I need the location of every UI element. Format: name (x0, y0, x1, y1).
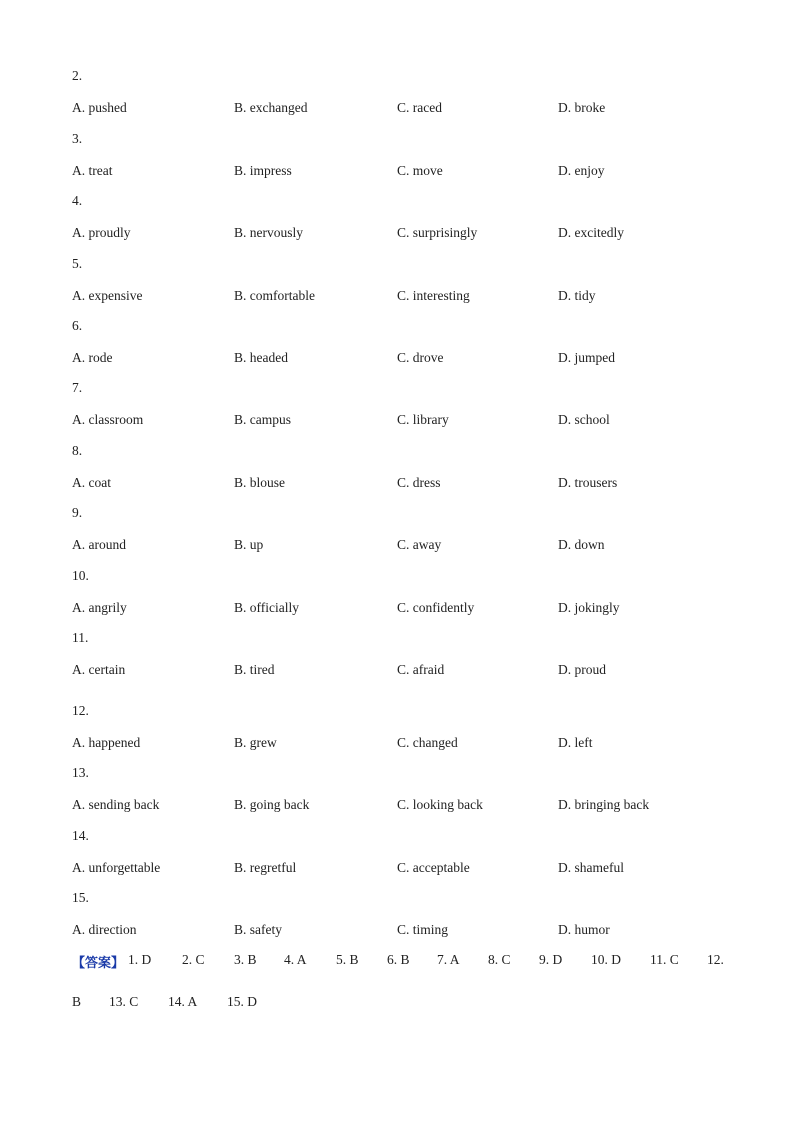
option-c: C. away (397, 537, 442, 552)
answer-item: 9. D (539, 952, 563, 967)
answer-label: 【答案】 (72, 956, 125, 971)
option-b: B. up (234, 537, 264, 552)
option-c: C. looking back (397, 797, 483, 812)
option-a: A. around (72, 537, 126, 552)
question-number: 12. (72, 703, 89, 718)
question-number: 15. (72, 890, 89, 905)
option-a: A. proudly (72, 225, 131, 240)
option-d: D. jumped (558, 350, 615, 365)
option-c: C. afraid (397, 662, 445, 677)
option-c: C. changed (397, 735, 458, 750)
option-d: D. excitedly (558, 225, 624, 240)
option-d: D. enjoy (558, 163, 605, 178)
question-number: 3. (72, 131, 83, 146)
answer-item: 10. D (591, 952, 621, 967)
option-c: C. surprisingly (397, 225, 478, 240)
option-d: D. bringing back (558, 797, 650, 812)
option-b: B. officially (234, 600, 299, 615)
option-a: A. expensive (72, 288, 143, 303)
option-b: B. exchanged (234, 100, 308, 115)
answer-item: 5. B (336, 952, 359, 967)
answer-item: 4. A (284, 952, 307, 967)
option-b: B. going back (234, 797, 310, 812)
answer-item: 15. D (227, 994, 257, 1009)
option-d: D. trousers (558, 475, 618, 490)
option-a: A. certain (72, 662, 126, 677)
question-number: 14. (72, 828, 89, 843)
question-number: 5. (72, 256, 83, 271)
option-a: A. pushed (72, 100, 127, 115)
option-a: A. coat (72, 475, 111, 490)
question-number: 7. (72, 380, 83, 395)
option-d: D. tidy (558, 288, 596, 303)
answer-item: 14. A (168, 994, 198, 1009)
option-c: C. timing (397, 922, 449, 937)
option-b: B. nervously (234, 225, 303, 240)
question-number: 13. (72, 765, 89, 780)
option-d: D. shameful (558, 860, 624, 875)
option-b: B. headed (234, 350, 288, 365)
answer-item: B (72, 994, 82, 1009)
option-b: B. grew (234, 735, 277, 750)
option-d: D. proud (558, 662, 606, 677)
question-number: 8. (72, 443, 83, 458)
option-d: D. humor (558, 922, 610, 937)
answer-item: 11. C (650, 952, 679, 967)
option-b: B. safety (234, 922, 282, 937)
option-a: A. rode (72, 350, 113, 365)
option-c: C. acceptable (397, 860, 470, 875)
option-b: B. blouse (234, 475, 286, 490)
option-a: A. happened (72, 735, 141, 750)
option-c: C. dress (397, 475, 441, 490)
option-b: B. campus (234, 412, 291, 427)
answer-item: 12. (707, 952, 724, 967)
option-d: D. broke (558, 100, 606, 115)
option-b: B. impress (234, 163, 292, 178)
question-number: 10. (72, 568, 89, 583)
option-c: C. library (397, 412, 449, 427)
answer-item: 2. C (182, 952, 205, 967)
option-d: D. left (558, 735, 593, 750)
question-number: 6. (72, 318, 83, 333)
option-d: D. school (558, 412, 610, 427)
answer-item: 6. B (387, 952, 410, 967)
option-a: A. sending back (72, 797, 160, 812)
answer-item: 8. C (488, 952, 511, 967)
option-a: A. treat (72, 163, 113, 178)
question-number: 4. (72, 193, 83, 208)
option-c: C. confidently (397, 600, 475, 615)
option-c: C. move (397, 163, 443, 178)
option-b: B. comfortable (234, 288, 315, 303)
answer-item: 3. B (234, 952, 257, 967)
option-a: A. angrily (72, 600, 127, 615)
option-a: A. direction (72, 922, 137, 937)
option-b: B. tired (234, 662, 275, 677)
option-a: A. classroom (72, 412, 144, 427)
answer-item: 1. D (128, 952, 152, 967)
answer-item: 13. C (109, 994, 139, 1009)
option-b: B. regretful (234, 860, 297, 875)
option-c: C. drove (397, 350, 444, 365)
question-number: 11. (72, 630, 89, 645)
question-number: 2. (72, 68, 83, 83)
answer-item: 7. A (437, 952, 460, 967)
question-number: 9. (72, 505, 83, 520)
option-c: C. interesting (397, 288, 470, 303)
option-d: D. down (558, 537, 605, 552)
option-a: A. unforgettable (72, 860, 161, 875)
option-d: D. jokingly (558, 600, 620, 615)
option-c: C. raced (397, 100, 442, 115)
